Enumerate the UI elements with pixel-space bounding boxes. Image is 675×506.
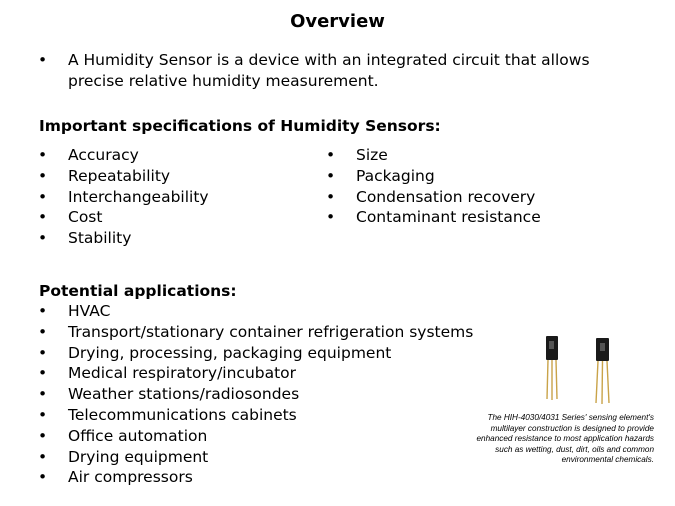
sensor-lead (556, 360, 557, 399)
application-item-label: Transport/stationary container refrigeration systems (68, 322, 474, 341)
bullet-marker: • (326, 208, 336, 227)
specification-item-label: Packaging (356, 166, 435, 185)
sensor-lead (607, 361, 609, 403)
intro-text: A Humidity Sensor is a device with an integrated circuit that allows precise relative humidity measurement. (68, 51, 590, 90)
bullet-marker: • (38, 343, 48, 362)
specification-item-label: Stability (68, 229, 132, 248)
bullet-marker: • (38, 208, 48, 227)
sensor-lead (596, 361, 598, 403)
bullet-marker: • (38, 229, 48, 248)
bullet-marker: • (38, 426, 48, 445)
sensor-window-left (549, 341, 554, 349)
specification-item-label: Accuracy (68, 146, 139, 164)
specification-item-label: Condensation recovery (356, 187, 536, 206)
application-item-label: Weather stations/radiosondes (68, 385, 300, 404)
specifications-heading: Important specifications of Humidity Sensors: (39, 117, 441, 135)
sensor-lead (602, 361, 603, 404)
bullet-marker: • (38, 364, 48, 383)
application-item-label: Telecommunications cabinets (68, 405, 297, 424)
bullet-marker: • (38, 187, 48, 206)
slide-title: Overview (290, 11, 385, 32)
sensor-illustration (536, 333, 626, 408)
application-item-label: Air compressors (68, 468, 193, 487)
image-caption: The HIH-4030/4031 Series' sensing element's multilayer construction is designed to provide enhanced resistance to most application hazards such as wetting, dust, dirt, oils and common environmental chemicals. (476, 413, 654, 465)
bullet-marker: • (326, 187, 336, 206)
specification-item-label: Cost (68, 208, 103, 227)
bullet-marker: • (38, 166, 48, 185)
bullet-marker: • (326, 166, 336, 185)
bullet-marker: • (38, 146, 48, 164)
bullet-marker: • (38, 322, 48, 341)
specification-item-label: Size (356, 146, 388, 164)
specification-item-label: Repeatability (68, 166, 171, 185)
application-item-label: Medical respiratory/incubator (68, 364, 297, 383)
application-item-label: Drying equipment (68, 447, 209, 466)
bullet-marker: • (38, 385, 48, 404)
bullet-marker: • (38, 405, 48, 424)
bullet-marker: • (38, 447, 48, 466)
application-item-label: HVAC (68, 302, 111, 320)
bullet-marker: • (38, 468, 48, 487)
application-item-label: Office automation (68, 426, 208, 445)
specification-item-label: Interchangeability (68, 187, 209, 206)
humidity-sensor-photo (536, 333, 626, 408)
bullet-marker: • (38, 51, 48, 69)
bullet-marker: • (38, 302, 48, 320)
application-item-label: Drying, processing, packaging equipment (68, 343, 392, 362)
specification-item-label: Contaminant resistance (356, 208, 541, 227)
sensor-lead (547, 360, 548, 399)
bullet-marker: • (326, 146, 336, 164)
applications-heading: Potential applications: (39, 282, 237, 300)
sensor-window-right (600, 343, 605, 351)
intro-bullet (38, 50, 638, 94)
